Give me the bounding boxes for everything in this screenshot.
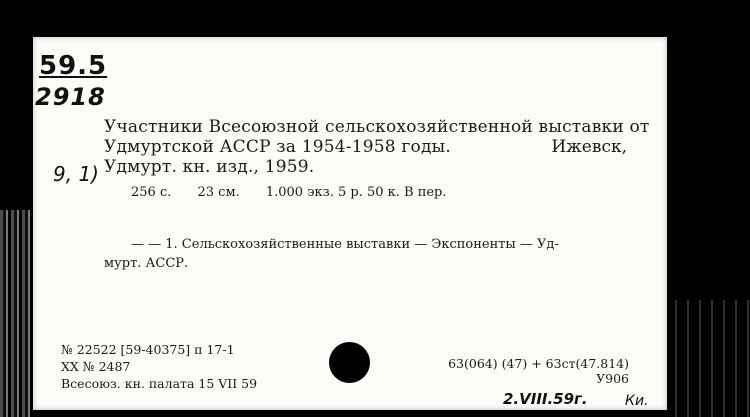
shelf-code-line-1: 59.5 — [39, 51, 108, 81]
classification-index: 63(064) (47) + 63ст(47.814) — [448, 356, 629, 371]
subject-heading-line-1: — — 1. Сельскохозяйственные выставки — Экспоненты — Уд- — [131, 237, 559, 252]
subject-heading-line-2: мурт. АССР. — [104, 256, 189, 271]
publisher-city: Ижевск, — [551, 137, 627, 157]
chamber-line: Всесоюз. кн. палата 15 VII 59 — [61, 376, 258, 391]
collation — [131, 185, 469, 200]
shelf-code-line-2: 2918 — [35, 83, 106, 111]
collation-pages: 256 с. — [131, 185, 172, 200]
record-number-line: № 22522 [59-40375] п 17-1 — [61, 342, 235, 357]
classification — [448, 356, 629, 386]
title-line-1: Участники Всесоюзной сельскохозяйственной выставки от — [104, 117, 650, 137]
handwritten-initials: Ки. — [625, 393, 649, 409]
punch-hole — [329, 342, 370, 383]
collation-copies-price: 1.000 экз. 5 р. 50 к. В пер. — [265, 185, 447, 200]
record-series-line: XX № 2487 — [61, 359, 131, 374]
classification-author-mark: У906 — [596, 371, 629, 386]
margin-note: 9, 1) — [53, 162, 99, 186]
scan-edge-left — [0, 210, 32, 417]
scan-edge-right — [670, 300, 750, 417]
collation-size: 23 см. — [197, 185, 240, 200]
handwritten-date: 2.VIII.59г. — [503, 390, 588, 408]
title-line-2: Удмуртской АССР за 1954-1958 годы. — [104, 137, 451, 157]
title-line-3: Удмурт. кн. изд., 1959. — [104, 157, 315, 177]
catalog-card — [33, 37, 667, 410]
